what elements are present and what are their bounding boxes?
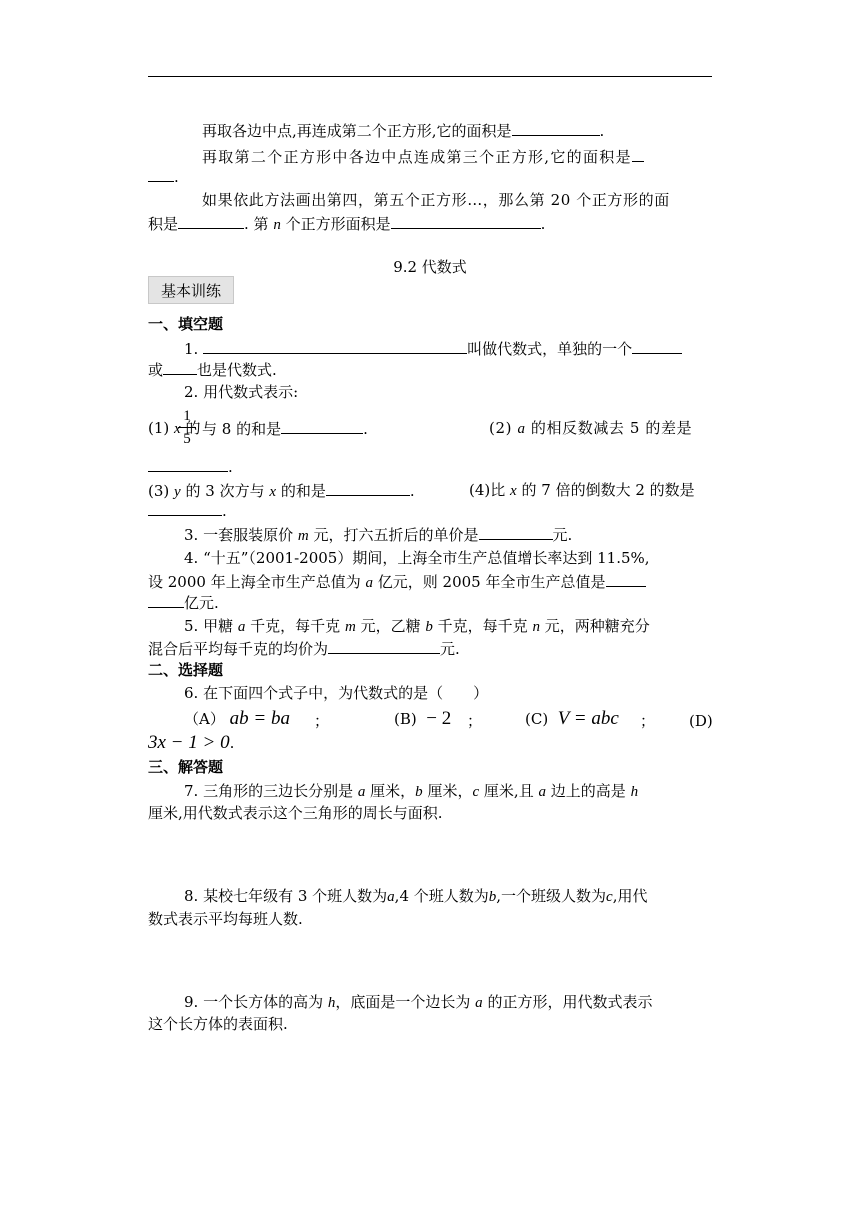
q5-line-1: 5. 甲糖 a 千克，每千克 m 元，乙糖 b 千克，每千克 n 元，两种糖充分 <box>184 617 650 635</box>
blank[interactable] <box>148 500 222 516</box>
q2-part-2: (2) a 的相反数减去 5 的差是 <box>489 419 693 437</box>
semicolon: ； <box>640 712 656 730</box>
q3: 3. 一套服装原价 m 元，打六五折后的单价是 元. <box>184 526 573 544</box>
blank[interactable] <box>391 213 541 229</box>
blank[interactable] <box>326 480 410 496</box>
semicolon: ； <box>314 712 330 730</box>
blank[interactable] <box>163 359 197 375</box>
q2-part-2-answer: . <box>148 456 233 477</box>
q2-part-4-answer: . <box>148 500 227 521</box>
fraction-one-fifth: 1 5 <box>178 407 196 448</box>
basic-training-tag: 基本训练 <box>148 276 234 304</box>
q8-line-2: 数式表示平均每班人数. <box>148 910 303 928</box>
blank[interactable] <box>632 146 644 162</box>
q6-option-d-expr[interactable]: 3x − 1 > 0. <box>148 732 235 753</box>
q6-option-c[interactable]: (C) V = abc <box>525 708 619 729</box>
part1-heading: 一、填空题 <box>148 315 224 333</box>
blank[interactable] <box>178 213 244 229</box>
q2-part-1: (1) x 的 <box>148 419 201 437</box>
blank[interactable] <box>203 338 467 354</box>
q4-line-3: 亿元. <box>148 592 219 613</box>
q8-line-1: 8. 某校七年级有 3 个班人数为a,4 个班人数为b,一个班级人数为c,用代 <box>184 887 648 905</box>
q7-line-2: 厘米,用代数式表示这个三角形的周长与面积. <box>148 804 443 822</box>
blank[interactable] <box>148 456 228 472</box>
part3-heading: 三、解答题 <box>148 758 224 776</box>
q6-option-d-label[interactable]: (D) <box>689 712 713 730</box>
semicolon: ； <box>467 712 483 730</box>
intro-line-1: 再取各边中点,再连成第二个正方形,它的面积是 . <box>202 122 605 140</box>
blank[interactable] <box>512 120 600 136</box>
intro-line-5: 积是 . 第 n 个正方形面积是 . <box>148 215 546 233</box>
section-title: 9.2 代数式 <box>393 258 467 276</box>
q1-line-1: 1. 叫做代数式，单独的一个 <box>184 338 682 359</box>
q2-part-3: (3) y 的 3 次方与 x 的和是 . <box>148 482 415 500</box>
intro-line-3: . <box>148 166 179 187</box>
header-rule <box>148 76 712 77</box>
q2-part-4: (4)比 x 的 7 倍的倒数大 2 的数是 <box>469 481 695 499</box>
intro-line-2: 再取第二个正方形中各边中点连成第三个正方形,它的面积是 <box>202 146 644 167</box>
q1-line-2: 或 也是代数式. <box>148 361 277 379</box>
part2-heading: 二、选择题 <box>148 661 224 679</box>
q6: 6. 在下面四个式子中，为代数式的是（ ） <box>184 684 489 702</box>
blank[interactable] <box>632 338 682 354</box>
blank[interactable] <box>328 638 440 654</box>
blank[interactable] <box>479 524 553 540</box>
q6-option-a[interactable]: （A） ab = ba <box>184 708 290 729</box>
blank[interactable] <box>148 166 174 182</box>
blank[interactable] <box>606 571 646 587</box>
q9-line-1: 9. 一个长方体的高为 h，底面是一个边长为 a 的正方形，用代数式表示 <box>184 993 653 1011</box>
intro-line-4: 如果依此方法画出第四，第五个正方形…，那么第 20 个正方形的面 <box>202 191 670 209</box>
q4-line-2: 设 2000 年上海全市生产总值为 a 亿元，则 2005 年全市生产总值是 <box>148 571 646 593</box>
q4-line-1: 4. “十五”（2001-2005）期间，上海全市生产总值增长率达到 11.5%, <box>184 549 650 567</box>
q2-part-1-rest: 与 8 的和是 . <box>202 420 368 438</box>
blank[interactable] <box>281 418 363 434</box>
q2-intro: 2. 用代数式表示: <box>184 383 299 401</box>
q5-line-2: 混合后平均每千克的均价为 元. <box>148 640 460 658</box>
q6-option-b[interactable]: (B) − 2 <box>394 708 452 729</box>
q9-line-2: 这个长方体的表面积. <box>148 1015 288 1033</box>
blank[interactable] <box>148 592 184 608</box>
q7-line-1: 7. 三角形的三边长分别是 a 厘米，b 厘米，c 厘米,且 a 边上的高是 h <box>184 782 639 800</box>
